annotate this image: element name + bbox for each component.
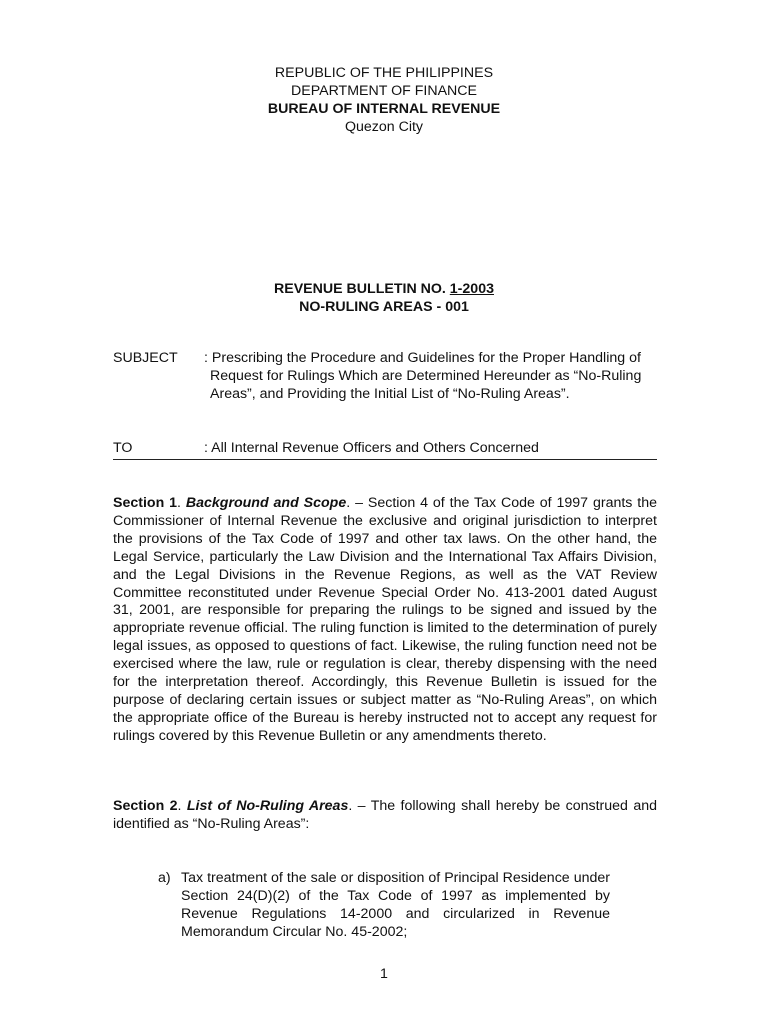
section-2-paragraph [113, 798, 657, 834]
header-republic: REPUBLIC OF THE PHILIPPINES [274, 65, 494, 81]
bulletin-title [0, 280, 768, 298]
bulletin-prefix: REVENUE BULLETIN NO. [274, 281, 450, 297]
header-bureau: BUREAU OF INTERNAL REVENUE [267, 101, 501, 117]
list-item-label: a) [158, 870, 171, 886]
section-2-number: Section 2 [113, 798, 178, 814]
section-2-body: The following shall hereby be construed and identified as “No-Ruling Areas”: [113, 798, 658, 832]
header-city: Quezon City [344, 119, 424, 135]
section-1-number: Section 1 [113, 495, 178, 511]
section-2-heading: List of No-Ruling Areas [186, 798, 349, 814]
section-1-body: Section 4 of the Tax Code of 1997 grants the Commissioner of Internal Revenue the exclusive and original jurisdiction to interpret the provisions of the Tax Code of 1997 and other tax laws. On the other hand, the Legal Service, particularly the Law Division and the International Tax Affairs Division, and the Legal Divisions in the Revenue Regions, as well as the VAT Review Committee reconstituted under Revenue Special Order No. 413-2001 dated August 31, 2001, are responsible for preparing the rulings to be signed and issued by the appropriate revenue official. The ruling function is limited to the determination of purely legal issues, as opposed to questions of fact. Likewise, the ruling function need not be exercised where the law, rule or regulation is clear, thereby dispensing with the need for the interpretation thereof. Accordingly, this Revenue Bulletin is issued for the purpose of declaring certain issues or subject matter as “No-Ruling Areas”, on which the appropriate office of the Bureau is hereby instructed not to accept any request for rulings covered by this Revenue Bulletin or any amendments thereto. [113, 495, 658, 744]
section-1-sep: . [177, 495, 186, 511]
section-1-paragraph [113, 495, 657, 746]
page-number: 1 [380, 966, 388, 982]
subject-text [204, 349, 656, 403]
section-2-sep: . [177, 798, 187, 814]
section-1-heading: Background and Scope [185, 495, 347, 511]
header-department: DEPARTMENT OF FINANCE [290, 83, 478, 99]
list-item: Tax treatment of the sale or disposition of Principal Residence under Section 24(D)(2) of the Tax Code of 1997 as implemented by Revenue Regulations 14-2000 and circularized in Revenue Memorandum Circular No. 45-2002; [181, 870, 610, 940]
to-text: : All Internal Revenue Officers and Others Concerned [204, 440, 539, 456]
bulletin-subtitle: NO-RULING AREAS - 001 [299, 299, 469, 315]
divider-line [113, 459, 657, 460]
section-2-dash: . – [348, 798, 371, 814]
bulletin-number: 1-2003 [449, 281, 494, 297]
section-1-dash: . – [346, 495, 368, 511]
to-label: TO [113, 440, 133, 456]
subject-label: SUBJECT [113, 350, 178, 366]
subject-text-content: : Prescribing the Procedure and Guidelines for the Proper Handling of Request for Rulings Which are Determined Hereunder as “No-Ruling Areas”, and Providing the Initial List of “No-Ruling Areas”. [204, 350, 642, 402]
